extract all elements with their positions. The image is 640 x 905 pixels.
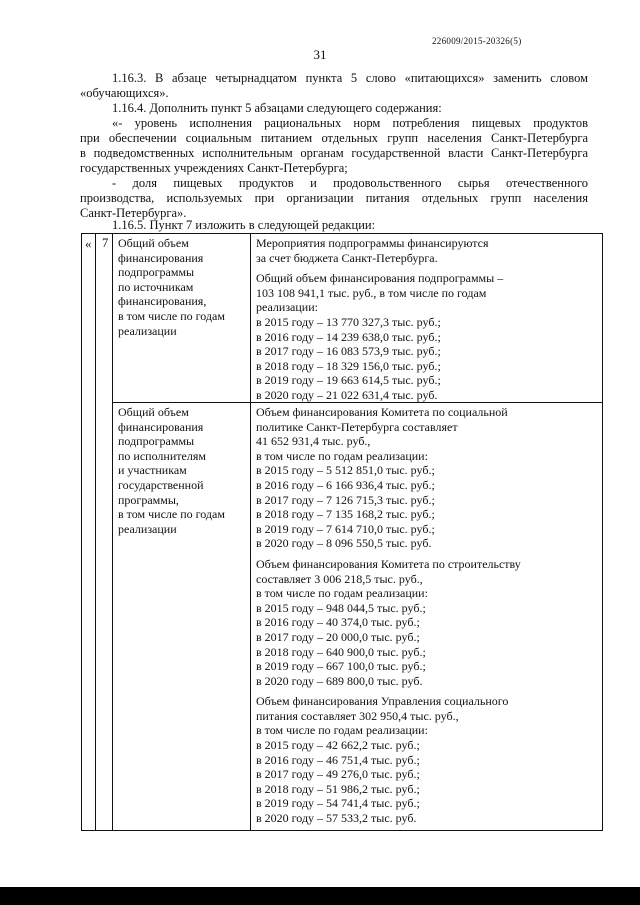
block-year-line: в 2020 году – 8 096 550,5 тыс. руб. [256, 536, 432, 551]
row1-year-line: в 2015 году – 13 770 327,3 тыс. руб.; [256, 314, 441, 329]
construction-committee-block [256, 557, 600, 688]
open-quote: « [85, 236, 92, 251]
quoted-paragraph-line3: в подведомственных исполнительным органам государственной власти Санкт-Петербурга [80, 146, 588, 160]
block-intro-line: составляет 3 006 218,5 тыс. руб., [256, 571, 423, 586]
block-intro-line: политике Санкт-Петербурга составляет [256, 419, 458, 434]
row2-label-line: государственной [118, 477, 204, 492]
paragraph-1-16-3-line1: 1.16.3. В абзаце четырнадцатом пункта 5 слово «питающихся» заменить словом [112, 71, 588, 85]
block-year-line: в 2020 году – 57 533,2 тыс. руб. [256, 811, 417, 826]
block-year-line: в 2017 году – 20 000,0 тыс. руб.; [256, 629, 420, 644]
row2-label-line: реализации [118, 521, 177, 536]
block-intro-line: Объем финансирования Комитета по строительству [256, 556, 521, 571]
table-border-top [81, 233, 603, 234]
row1-year-line: в 2020 году – 21 022 631,4 тыс. руб. [256, 387, 438, 402]
row1-label-line: подпрограммы [118, 265, 195, 280]
row2-label-line: и участникам [118, 463, 187, 478]
row1-total-line: 103 108 941,1 тыс. руб., в том числе по годам [256, 285, 487, 300]
row2-label-line: по исполнителям [118, 448, 206, 463]
block-year-line: в 2018 году – 640 900,0 тыс. руб.; [256, 644, 426, 659]
row2-label [118, 405, 248, 536]
row2-content [256, 405, 600, 826]
row1-label-line: в том числе по годам [118, 308, 225, 323]
share-paragraph-line1: - доля пищевых продуктов и продовольственного сырья отечественного [112, 176, 588, 190]
block-year-line: в 2020 году – 689 800,0 тыс. руб. [256, 673, 423, 688]
row1-year-line: в 2018 году – 18 329 156,0 тыс. руб.; [256, 358, 441, 373]
table-border-quote [95, 233, 96, 831]
row2-label-line: Общий объем [118, 405, 189, 419]
block-intro-line: 41 652 931,4 тыс. руб., [256, 434, 371, 449]
block-intro-line: в том числе по годам реализации: [256, 586, 428, 601]
row2-label-line: финансирования [118, 419, 204, 434]
block-year-line: в 2017 году – 49 276,0 тыс. руб.; [256, 767, 420, 782]
block-year-line: в 2015 году – 42 662,2 тыс. руб.; [256, 738, 420, 753]
row1-year-line: в 2019 году – 19 663 614,5 тыс. руб.; [256, 373, 441, 388]
row1-label-line: финансирования [118, 250, 204, 265]
social-policy-committee-block [256, 405, 600, 551]
table-border-number [112, 233, 113, 831]
block-intro-line: в том числе по годам реализации: [256, 448, 428, 463]
block-year-line: в 2016 году – 46 751,4 тыс. руб.; [256, 752, 420, 767]
block-year-line: в 2018 году – 7 135 168,2 тыс. руб.; [256, 507, 435, 522]
block-year-line: в 2018 году – 51 986,2 тыс. руб.; [256, 781, 420, 796]
quoted-paragraph-line1: «- уровень исполнения рациональных норм потребления пищевых продуктов [112, 116, 588, 130]
scan-bottom-edge [0, 887, 640, 905]
row1-label-line: реализации [118, 323, 177, 338]
row2-label-line: подпрограммы [118, 434, 195, 449]
paragraph-1-16-5: 1.16.5. Пункт 7 изложить в следующей редакции: [112, 218, 376, 232]
row1-label-line: Общий объем [118, 236, 189, 250]
paragraph-1-16-3-line2: «обучающихся». [80, 86, 169, 100]
row1-label [118, 236, 248, 338]
social-nutrition-department-block [256, 694, 600, 825]
row1-total-line: Общий объем финансирования подпрограммы – [256, 271, 504, 286]
block-intro-line: питания составляет 302 950,4 тыс. руб., [256, 708, 459, 723]
row1-label-line: финансирования, [118, 294, 207, 309]
block-year-line: в 2016 году – 40 374,0 тыс. руб.; [256, 615, 420, 630]
quoted-paragraph-line4: государственных учреждениях Санкт-Петербурга; [80, 161, 348, 175]
row1-label-line: по источникам [118, 279, 194, 294]
row1-total-line: реализации: [256, 300, 318, 315]
row1-content [256, 236, 600, 403]
row1-intro-line: Мероприятия подпрограммы финансируются [256, 236, 489, 250]
item-number: 7 [102, 236, 109, 250]
block-year-line: в 2017 году – 7 126 715,3 тыс. руб.; [256, 492, 435, 507]
paragraph-1-16-4: 1.16.4. Дополнить пункт 5 абзацами следующего содержания: [112, 101, 442, 115]
quoted-paragraph-line2: при обеспечении социальным питанием отдельных групп населения Санкт-Петербурга [80, 131, 588, 145]
share-paragraph-line3: Санкт-Петербурга». [80, 206, 187, 220]
block-year-line: в 2016 году – 6 166 936,4 тыс. руб.; [256, 477, 435, 492]
row1-year-line: в 2017 году – 16 083 573,9 тыс. руб.; [256, 344, 441, 359]
share-paragraph-line2: производства, используемых при организации питания отдельных групп населения [80, 191, 588, 205]
row2-label-line: в том числе по годам [118, 507, 225, 522]
table-border-right [602, 233, 603, 831]
block-year-line: в 2015 году – 5 512 851,0 тыс. руб.; [256, 463, 435, 478]
block-year-line: в 2019 году – 54 741,4 тыс. руб.; [256, 796, 420, 811]
row1-year-line: в 2016 году – 14 239 638,0 тыс. руб.; [256, 329, 441, 344]
block-intro-line: Объем финансирования Управления социального [256, 694, 509, 709]
block-year-line: в 2019 году – 7 614 710,0 тыс. руб.; [256, 521, 435, 536]
financing-table [81, 233, 603, 831]
block-intro-line: в том числе по годам реализации: [256, 723, 428, 738]
block-year-line: в 2015 году – 948 044,5 тыс. руб.; [256, 600, 426, 615]
block-intro-line: Объем финансирования Комитета по социальной [256, 405, 508, 419]
page-number: 31 [313, 47, 327, 62]
row2-label-line: программы, [118, 492, 179, 507]
table-border-bottom [81, 830, 603, 831]
document-id: 226009/2015-20326(5) [432, 36, 522, 46]
block-year-line: в 2019 году – 667 100,0 тыс. руб.; [256, 659, 426, 674]
table-border-left [81, 233, 82, 831]
table-border-label [250, 233, 251, 831]
row1-intro-line: за счет бюджета Санкт-Петербурга. [256, 250, 438, 265]
